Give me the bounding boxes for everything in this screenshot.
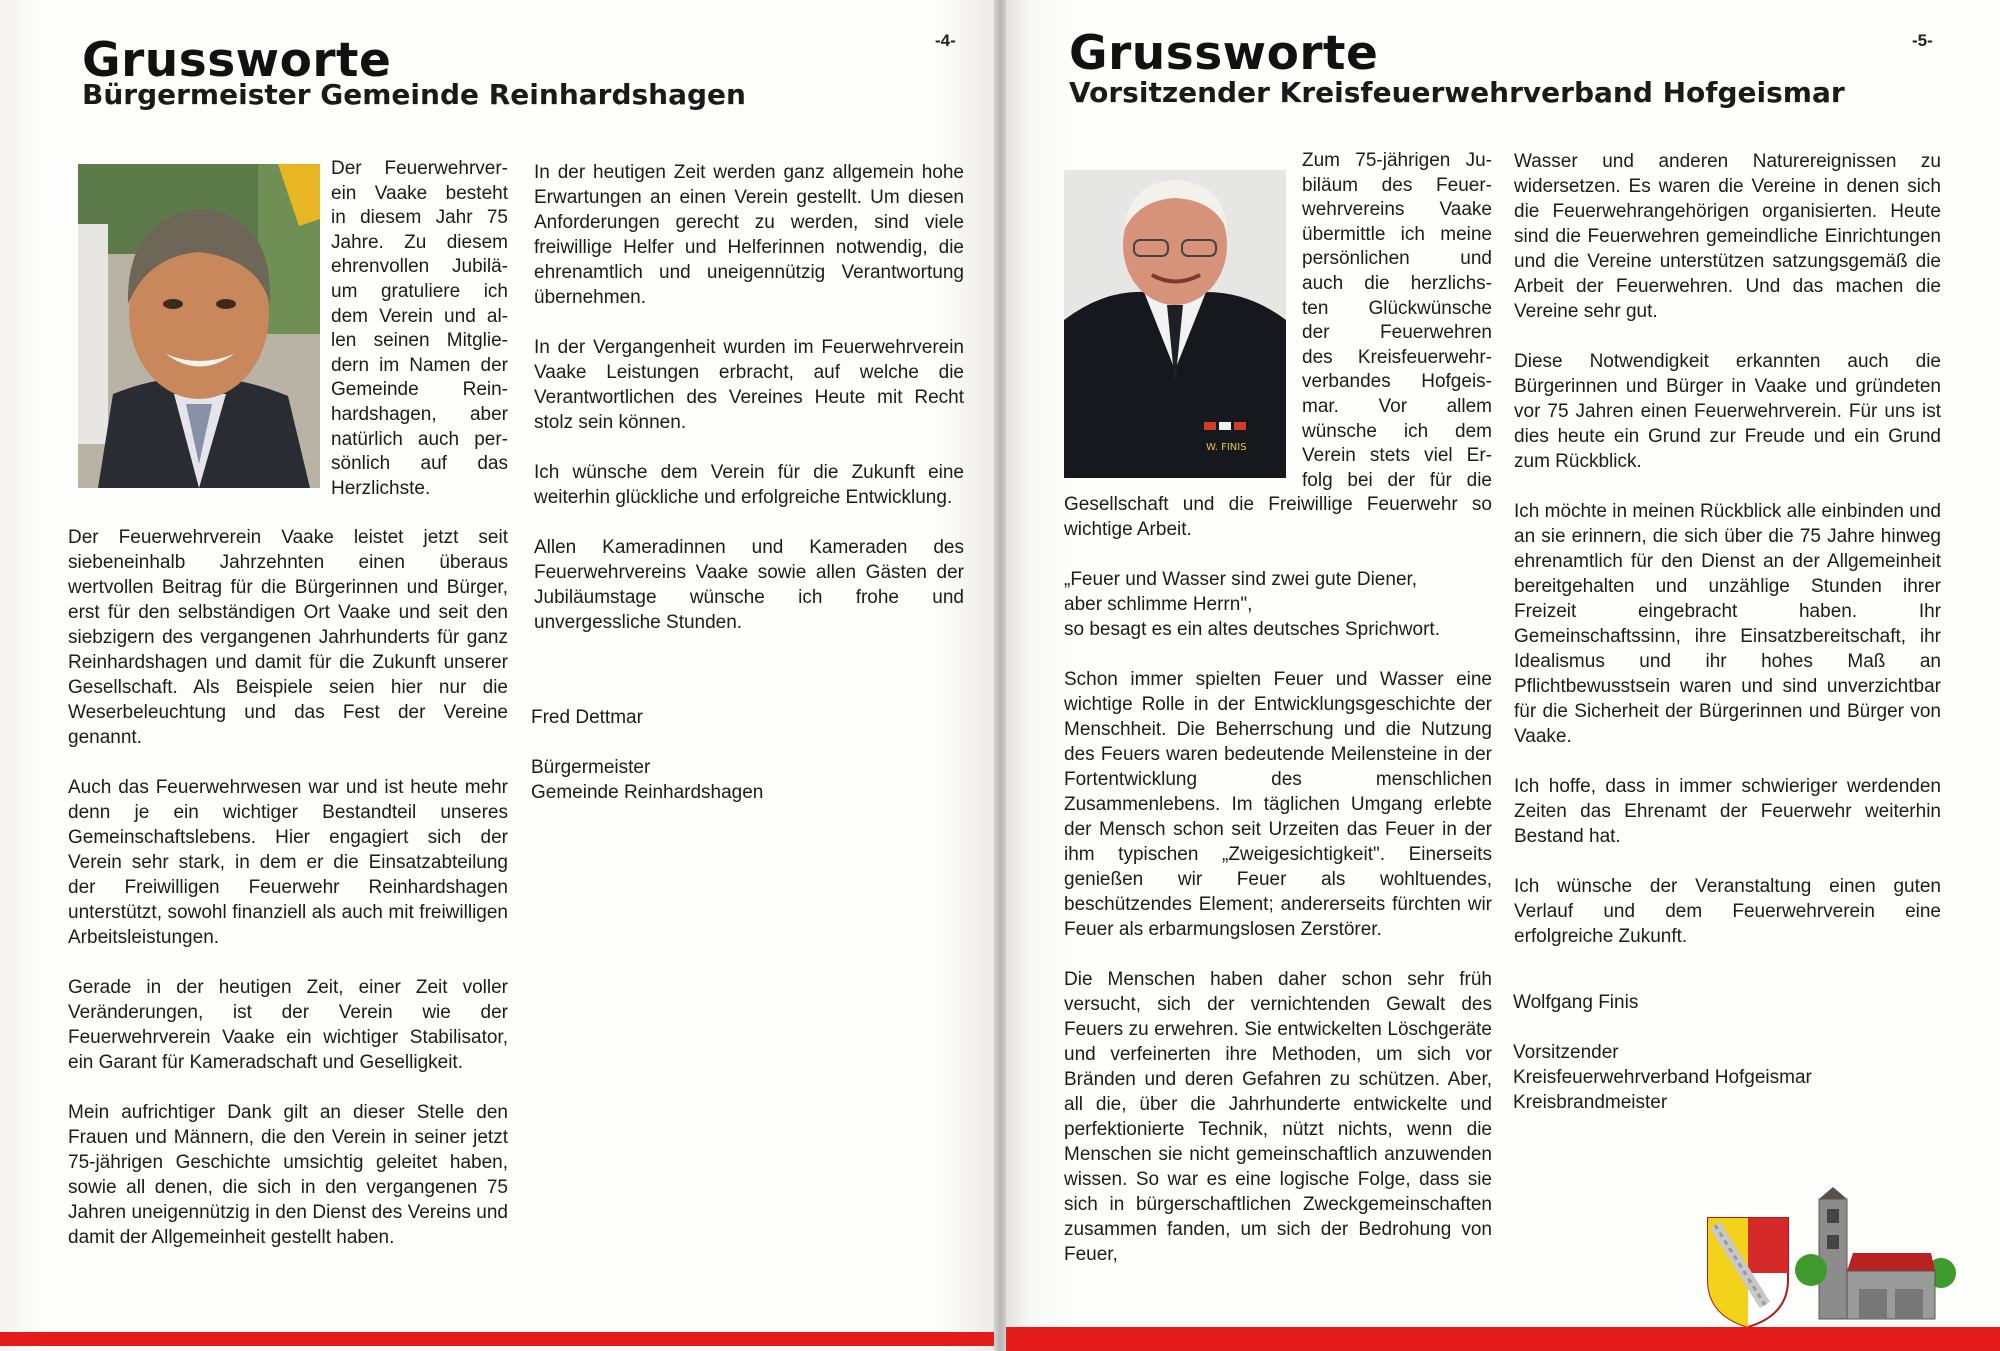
chairman-portrait-photo <box>1064 170 1286 478</box>
signature-role: Bürgermeister <box>531 757 651 778</box>
body-paragraph: Ich wünsche der Veranstaltung einen guten Verlauf und dem Feuerwehrverein eine erfolgreiche Zukunft. <box>1514 876 1941 947</box>
intro-line: Verein stets viel Er- <box>1302 445 1492 467</box>
body-paragraph: Allen Kameradinnen und Kameraden des Feuerwehrvereins Vaake sowie allen Gästen der Jubiläumstage wünsche ich frohe und unvergessliche Stunden. <box>534 537 964 633</box>
quote-line: „Feuer und Wasser sind zwei gute Diener, <box>1064 569 1418 590</box>
body-paragraph: Mein aufrichtiger Dank gilt an dieser Stelle den Frauen und Männern, die den Verein in seiner jetzt 75-jährigen Geschichte umsichtig geleitet haben, sowie all denen, die sich in den vergangenen 75 Jahren uneigennützig in den Dienst des Vereins und damit der Allgemeinheit gestellt haben. <box>68 1102 508 1248</box>
intro-line: um gratuliere ich <box>331 280 508 302</box>
intro-line: des Kreisfeuerwehr- <box>1302 346 1492 368</box>
book-spine <box>994 0 1006 1351</box>
intro-line: Der Feuerwehrver- <box>331 158 508 179</box>
intro-wrap-text <box>1302 149 1492 493</box>
intro-line: dem Verein und al- <box>331 305 508 327</box>
intro-line: mar. Vor allem <box>1302 395 1492 417</box>
quote-line: so besagt es ein altes deutsches Sprichwort. <box>1064 619 1440 640</box>
mayor-portrait-photo <box>78 164 320 488</box>
body-paragraph: Gesellschaft und die Freiwillige Feuerwehr so wichtige Arbeit. <box>1064 494 1492 540</box>
intro-line: Gemeinde Rein- <box>331 379 508 401</box>
quote-line: aber schlimme Herrn", <box>1064 594 1253 615</box>
column-1-body <box>68 525 508 1275</box>
intro-line: biläum des Feuer- <box>1302 174 1492 196</box>
page-number: -5- <box>1912 31 1933 50</box>
signature-role: Vorsitzender <box>1513 1042 1619 1063</box>
page-subtitle: Bürgermeister Gemeinde Reinhardshagen <box>82 78 746 111</box>
intro-line: len seinen Mitglie- <box>331 330 508 352</box>
red-footer-bar <box>1000 1327 2000 1351</box>
intro-line: persönlichen und <box>1302 248 1492 270</box>
intro-line: Herzlichste. <box>331 477 431 499</box>
intro-line: dern im Namen der <box>331 354 508 376</box>
intro-line: ehrenvollen Jubilä- <box>331 256 508 278</box>
intro-line: in diesem Jahr 75 <box>331 207 508 229</box>
body-paragraph: Ich hoffe, dass in immer schwieriger werdenden Zeiten das Ehrenamt der Feuerwehr weiterhin Bestand hat. <box>1514 776 1941 847</box>
intro-line: wehrvereins Vaake <box>1302 199 1492 221</box>
intro-line: auch die herzlichs- <box>1302 272 1492 294</box>
intro-line: sönlich auf das <box>331 453 508 475</box>
intro-line: verbandes Hofgeis- <box>1302 371 1492 393</box>
body-paragraph: Ich möchte in meinen Rückblick alle einbinden und an sie erinnern, die sich über die 75 Jahre hinweg ehrenamtlich für den Dienst an der Allgemeinheit bereitgehalten und unzählige Stunden ihrer Freizeit eingebracht haben. Ihr Gemeinschaftssinn, ihre Einsatzbereitschaft, ihr Idealismus und ihr hohes Maß an Pflichtbewusstsein waren und sind unverzichtbar für die Sicherheit der Bürgerinnen und Bürger von Vaake. <box>1514 501 1941 747</box>
body-paragraph: Wasser und anderen Naturereignissen zu widersetzen. Es waren die Vereine in denen sich die Feuerwehrangehörigen organisierten. Heute sind die Feuerwehren gemeindliche Einrichtungen und die Vereine unterstützen satzungsgemäß die Arbeit der Feuerwehren. Und das machen die Vereine sehr gut. <box>1514 151 1941 322</box>
intro-line: Zum 75-jährigen Ju- <box>1302 150 1492 171</box>
intro-line: ein Vaake besteht <box>331 182 508 204</box>
name-tag: W. FINIS <box>1206 442 1247 453</box>
intro-line: übermittle ich meine <box>1302 223 1492 245</box>
intro-line: ten Glückwünsche <box>1302 297 1492 319</box>
intro-line: der Feuerwehren <box>1302 322 1492 344</box>
intro-line: folg bei der für die <box>1302 469 1492 491</box>
quote-block <box>1064 567 1492 642</box>
body-paragraph: Diese Notwendigkeit erkannten auch die Bürgerinnen und Bürger in Vaake und gründeten vor 75 Jahren einen Feuerwehrverein. Für uns ist dies heute ein Grund zur Freude und ein Grund zum Rückblick. <box>1514 351 1941 472</box>
body-paragraph: Die Menschen haben daher schon sehr früh versucht, sich der vernichtenden Gewalt des Feuers zu erwehren. Sie entwickelten Löschgeräte und verfeinerten ihre Methoden, um sich vor Bränden und deren Gefahren zu schützen. Aber, all die, über die Jahrhunderte entwickelte und perfektionierte Technik, nützt nichts, wenn die Menschen sie nicht gemeinschaftlich anzuwenden wissen. So war es eine logische Folge, dass sie sich in bürgerschaftlichen Zweckgemeinschaften zusammen fanden, um sich der Bedrohung von Feuer, <box>1064 969 1492 1265</box>
column-2-body <box>1514 149 1941 974</box>
signature-block <box>1513 990 1940 1115</box>
body-paragraph: In der heutigen Zeit werden ganz allgemein hohe Erwartungen an einen Verein gestellt. Um diesen Anforderungen gerecht zu werden, sind viele freiwillige Helfer und Helferinnen notwendig, die ehrenamtlich und uneigennützig Verantwortung übernehmen. <box>534 162 964 308</box>
column-1-body <box>1064 492 1492 1292</box>
signature-org: Gemeinde Reinhardshagen <box>531 782 764 803</box>
intro-line: natürlich auch per- <box>331 428 508 450</box>
body-paragraph: Ich wünsche dem Verein für die Zukunft eine weiterhin glückliche und erfolgreiche Entwicklung. <box>534 462 964 508</box>
signature-name: Fred Dettmar <box>531 707 643 728</box>
page-number: -4- <box>935 31 956 50</box>
body-paragraph: Der Feuerwehrverein Vaake leistet jetzt seit siebeneinhalb Jahrzehnten einen überaus wertvollen Beitrag für die Bürgerinnen und Bürger, erst für den selbständigen Ort Vaake und seit den siebzigern des vergangenen Jahrhunderts für ganz Reinhardshagen und damit für die Zukunft unserer Gesellschaft. Als Beispiele seien hier nur die Weserbeleuchtung und das Fest der Vereine genannt. <box>68 527 508 748</box>
page-subtitle: Vorsitzender Kreisfeuerwehrverband Hofgeismar <box>1069 76 1845 109</box>
page-title: Grussworte <box>82 33 392 88</box>
fire-station-logo <box>1705 1185 1960 1330</box>
signature-title: Kreisbrandmeister <box>1513 1092 1668 1113</box>
body-paragraph: In der Vergangenheit wurden im Feuerwehrverein Vaake Leistungen erbracht, auf welche die Verantwortlichen des Vereines Heute mit Recht stolz sein können. <box>534 337 964 433</box>
intro-wrap-text <box>331 157 508 501</box>
page-title: Grussworte <box>1069 26 1379 81</box>
intro-line: wünsche ich dem <box>1302 420 1492 442</box>
signature-block <box>531 705 961 805</box>
body-paragraph: Schon immer spielten Feuer und Wasser eine wichtige Rolle in der Entwicklungsgeschichte der Menschheit. Die Beherrschung und die Nutzung des Feuers waren bedeutende Meilensteine in der Fortentwicklung des menschlichen Zusammenlebens. Im täglichen Umgang erlebte der Mensch schon seit Urzeiten das Feuer in der ihm typischen „Zweigesichtigkeit". Einerseits genießen wir Feuer als wohltuendes, beschützendes Element; andererseits fürchten wir Feuer als erbarmungslosen Zerstörer. <box>1064 669 1492 940</box>
body-paragraph: Auch das Feuerwehrwesen war und ist heute mehr denn je ein wichtiger Bestandteil unseres Gemeinschaftslebens. Hier engagiert sich der Verein sehr stark, in dem er die Einsatzabteilung der Freiwilligen Feuerwehr Reinhardshagen unterstützt, sowohl finanziell als auch mit freiwilligen Arbeitsleistungen. <box>68 777 508 948</box>
right-page <box>1000 0 2000 1351</box>
column-2-body <box>534 160 964 660</box>
body-paragraph: Gerade in der heutigen Zeit, einer Zeit voller Veränderungen, ist der Verein wie der Feuerwehrverein Vaake ein wichtiger Stabilisator, ein Garant für Kameradschaft und Geselligkeit. <box>68 977 508 1073</box>
red-footer-bar <box>0 1332 1000 1346</box>
signature-org: Kreisfeuerwehrverband Hofgeismar <box>1513 1067 1812 1088</box>
intro-line: hardshagen, aber <box>331 403 508 425</box>
signature-name: Wolfgang Finis <box>1513 992 1639 1013</box>
intro-line: Jahre. Zu diesem <box>331 231 508 253</box>
